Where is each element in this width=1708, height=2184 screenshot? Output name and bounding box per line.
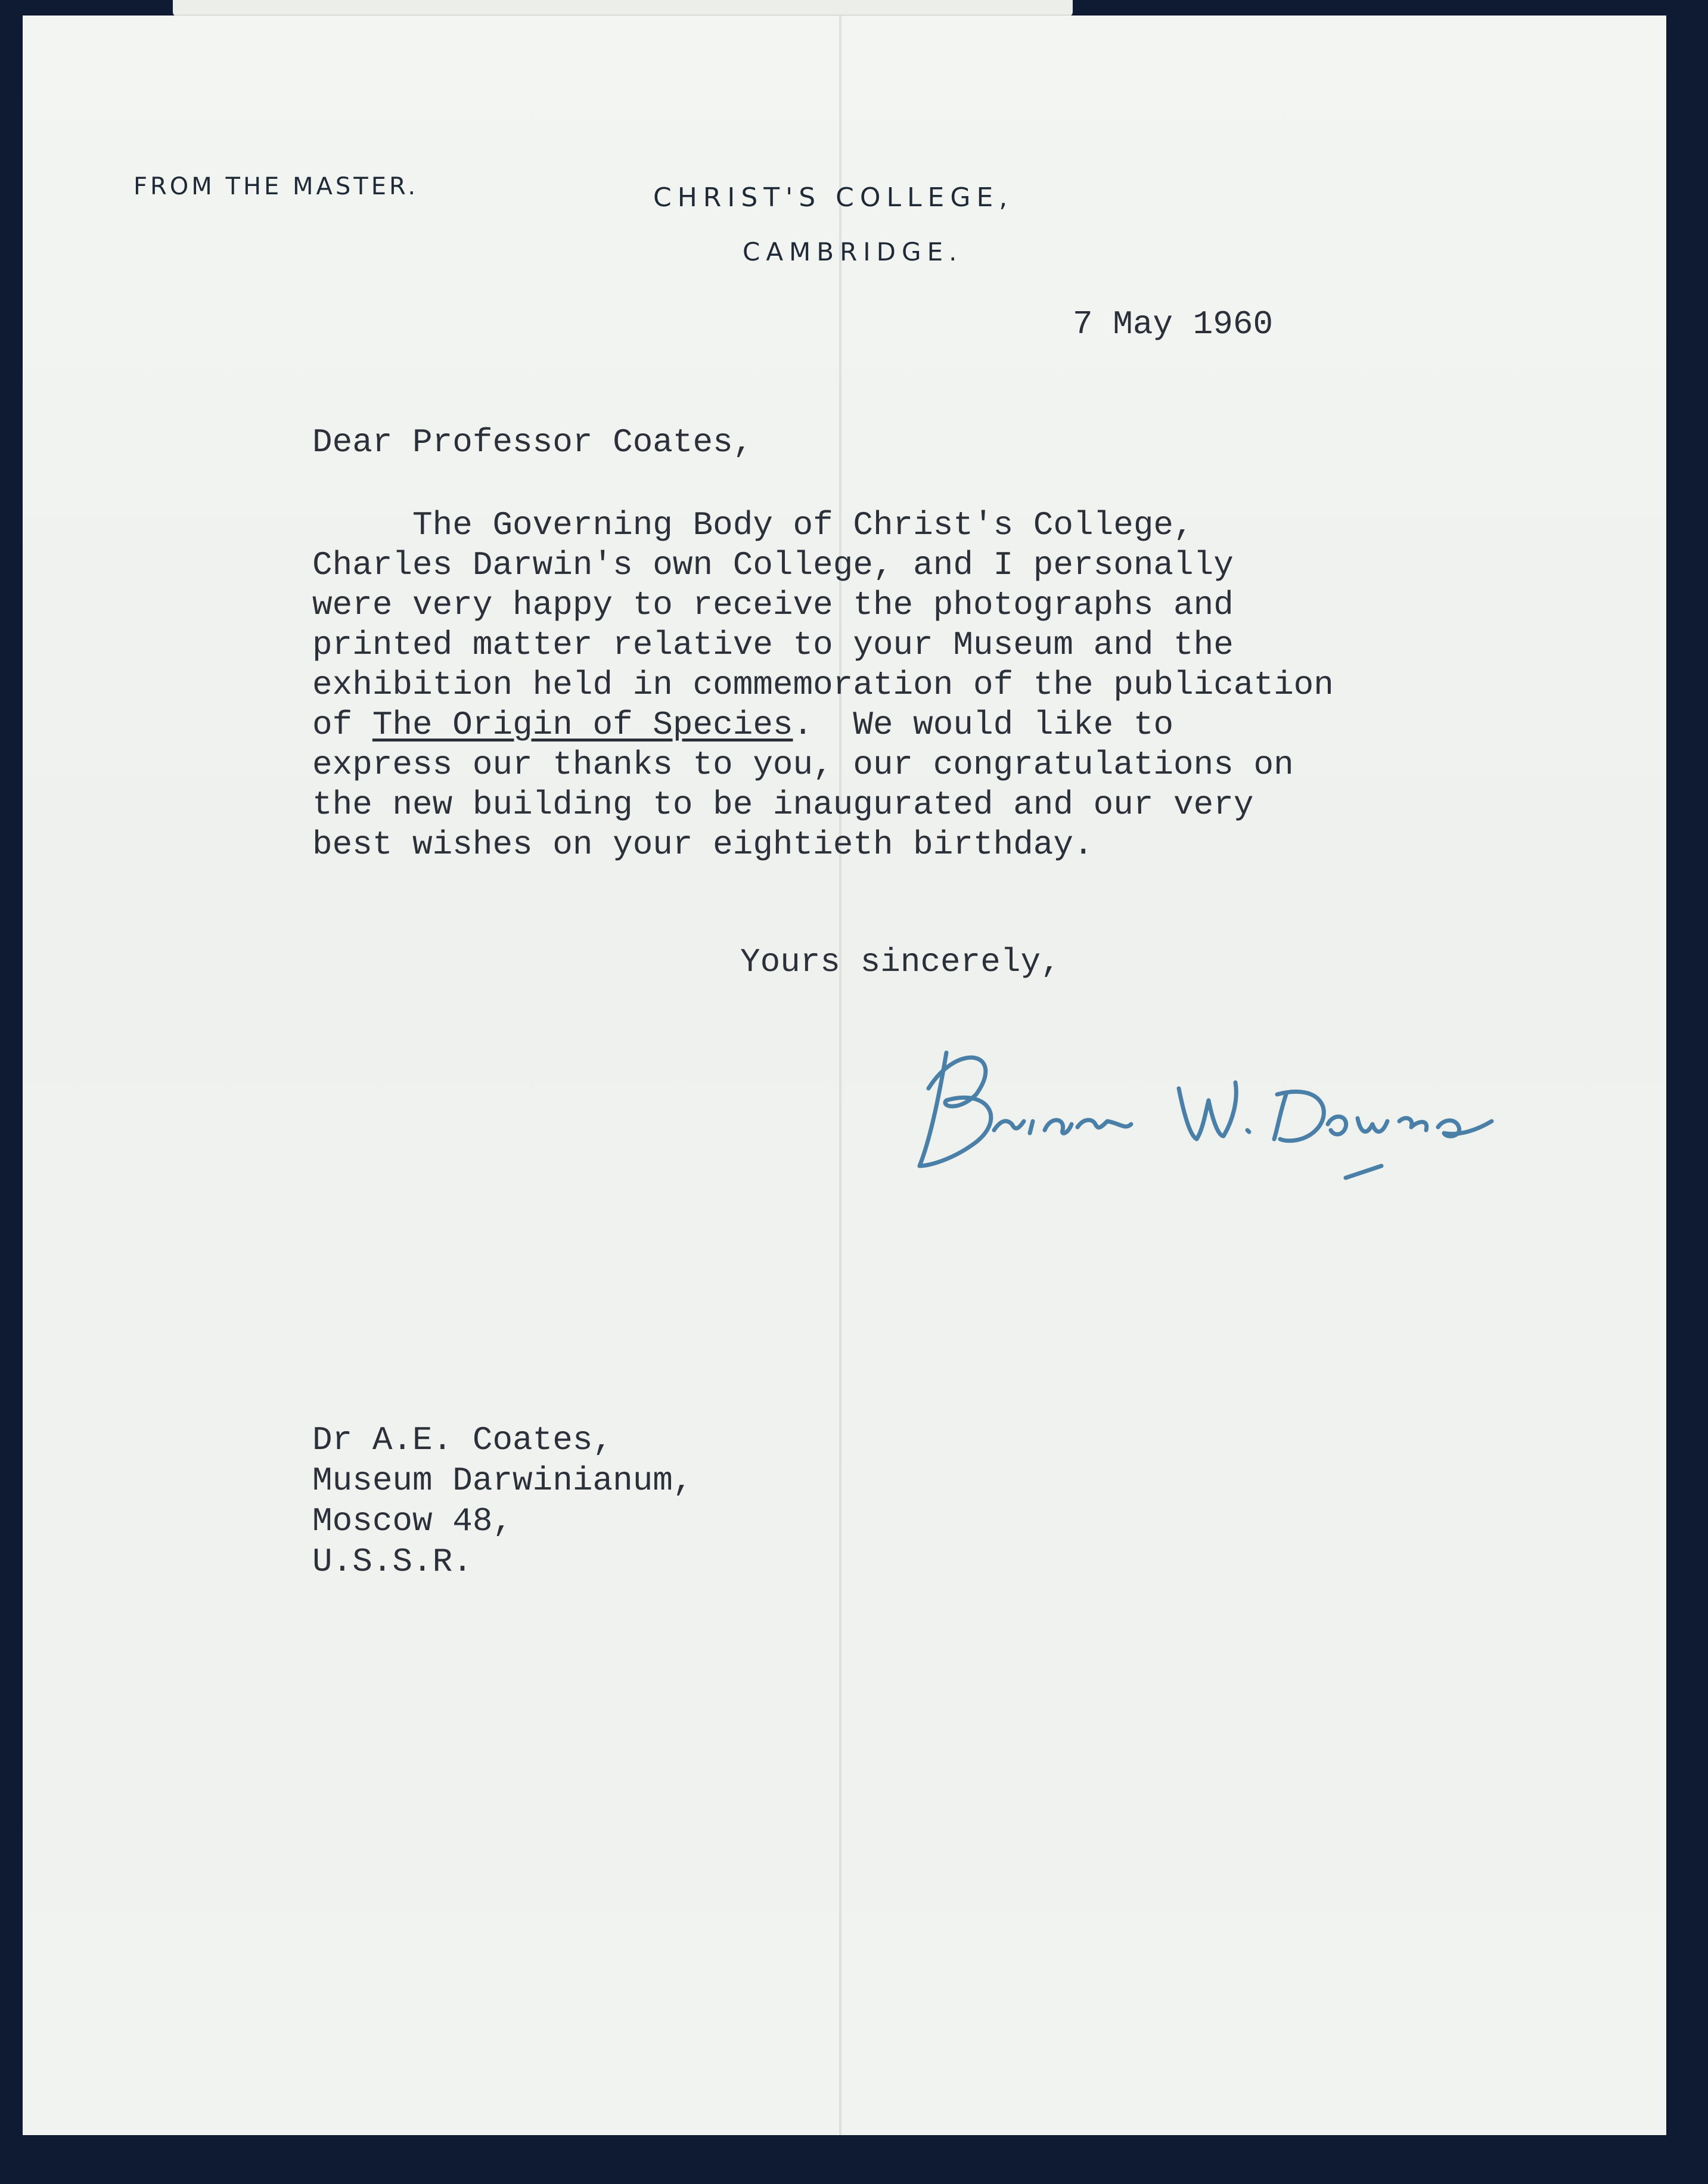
address-line: Museum Darwinianum, [312,1462,693,1500]
body-line [312,705,1334,745]
body-line: printed matter relative to your Museum and the [312,626,1234,664]
college-name: CHRIST'S COLLEGE, [653,182,1014,213]
body-line: best wishes on your eightieth birthday. [312,826,1094,864]
envelope-flap [173,0,1073,17]
body-line: exhibition held in commemoration of the publication [312,666,1334,704]
salutation: Dear Professor Coates, [312,423,753,461]
recipient-address [312,1420,693,1582]
letter-sheet [23,15,1666,2135]
address-line: Dr A.E. Coates, [312,1421,613,1459]
letter-date: 7 May 1960 [1073,305,1274,343]
body-line: were very happy to receive the photographs and [312,586,1234,624]
body-line-prefix: of [312,706,372,744]
body-line-suffix: . We would like to [793,706,1174,744]
body-line: express our thanks to you, our congratulations on [312,746,1294,784]
from-master-label: FROM THE MASTER. [133,173,419,200]
address-line: Moscow 48, [312,1502,513,1540]
letter-body [312,505,1334,865]
signature [905,1017,1536,1196]
address-line: U.S.S.R. [312,1543,473,1581]
body-line: Charles Darwin's own College, and I personally [312,546,1234,584]
college-city: CAMBRIDGE. [743,237,963,266]
book-title: The Origin of Species [372,706,793,744]
body-line: the new building to be inaugurated and our very [312,786,1254,824]
body-line: The Governing Body of Christ's College, [312,506,1194,544]
closing: Yours sincerely, [740,943,1061,981]
paper-fold [839,15,841,2135]
